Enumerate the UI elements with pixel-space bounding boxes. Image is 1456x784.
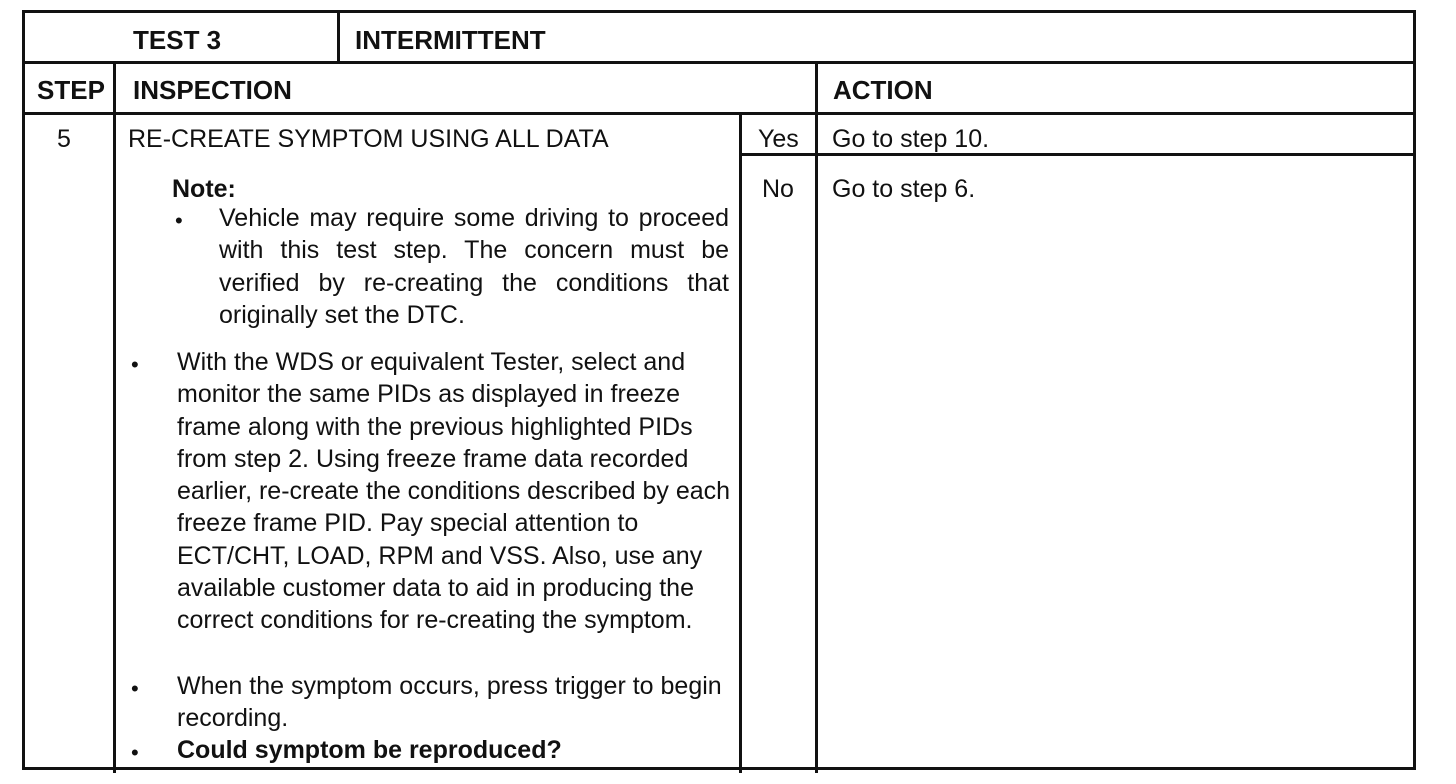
header-inspection: INSPECTION	[133, 75, 292, 105]
test-number: TEST 3	[133, 25, 222, 55]
yes-label: Yes	[758, 125, 799, 153]
header-step: STEP	[37, 75, 105, 105]
note-label: Note:	[172, 175, 236, 203]
instruction-bullet-2: When the symptom occurs, press trigger to begin recording.	[177, 672, 722, 733]
yes-action: Go to step 10.	[832, 125, 990, 153]
bullet-icon: •	[175, 208, 183, 233]
test-table	[22, 10, 1416, 770]
bullet-icon: •	[131, 740, 139, 765]
test-name: INTERMITTENT	[355, 25, 546, 55]
instruction-bullet-1: With the WDS or equivalent Tester, select and monitor the same PIDs as displayed in freeze frame along with the previous highlighted PIDs from step 2. Using freeze frame data recorded earlier, re-create the conditions described by each freeze frame PID. Pay special attention to ECT/CHT, LOAD, RPM and VSS. Also, use any available customer data to aid in producing the correct conditions for re-creating the symptom.	[177, 348, 731, 635]
bullet-icon: •	[131, 676, 139, 701]
no-label: No	[762, 175, 794, 203]
no-action: Go to step 6.	[832, 175, 976, 203]
action-column-divider	[815, 61, 818, 773]
inspection-title: RE-CREATE SYMPTOM USING ALL DATA	[128, 125, 609, 153]
inspection-column-divider	[739, 112, 742, 773]
question-bullet: Could symptom be reproduced?	[177, 736, 562, 764]
step-column-divider	[113, 61, 116, 773]
bullet-icon: •	[131, 352, 139, 377]
note-text: Vehicle may require some driving to proceed with this test step. The concern must be verified by re-creating the conditions that originally set the DTC.	[219, 204, 729, 329]
header-action: ACTION	[833, 75, 933, 105]
header-row	[25, 61, 1413, 115]
title-divider	[337, 13, 340, 61]
title-row	[25, 13, 1413, 64]
step-number: 5	[57, 125, 71, 153]
